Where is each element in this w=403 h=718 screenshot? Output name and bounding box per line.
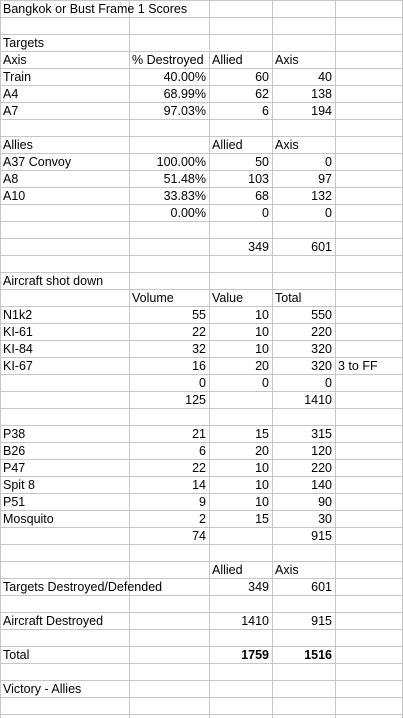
section-heading[interactable]: Targets <box>3 36 44 50</box>
column-header[interactable]: Axis <box>275 53 299 67</box>
value[interactable]: 20 <box>255 444 269 458</box>
axis-value[interactable]: 138 <box>311 87 332 101</box>
aircraft-name[interactable]: P38 <box>3 427 26 441</box>
value[interactable]: 10 <box>255 461 269 475</box>
percent-destroyed[interactable]: 33.83% <box>163 189 206 203</box>
total[interactable]: 140 <box>311 478 332 492</box>
percent-destroyed[interactable]: 51.48% <box>163 172 206 186</box>
axis-value[interactable]: 194 <box>311 104 332 118</box>
aircraft-name[interactable]: N1k2 <box>3 308 33 322</box>
volume[interactable]: 22 <box>192 325 206 339</box>
percent-destroyed[interactable]: 40.00% <box>163 70 206 84</box>
row-gridline <box>0 255 403 256</box>
total[interactable]: 315 <box>311 427 332 441</box>
allied-value[interactable]: 6 <box>262 104 269 118</box>
note[interactable]: 3 to FF <box>338 359 378 373</box>
target-name[interactable]: Train <box>3 70 32 84</box>
volume[interactable]: 14 <box>192 478 206 492</box>
axis-total[interactable]: 1516 <box>304 648 332 662</box>
volume[interactable]: 55 <box>192 308 206 322</box>
target-name[interactable]: A37 Convoy <box>3 155 72 169</box>
axis-value[interactable]: 601 <box>311 580 332 594</box>
column-header[interactable]: Allies <box>3 138 33 152</box>
axis-value[interactable]: 0 <box>325 155 332 169</box>
value[interactable]: 10 <box>255 478 269 492</box>
volume[interactable]: 0 <box>199 376 206 390</box>
column-header[interactable]: Allied <box>212 138 243 152</box>
column-header[interactable]: Allied <box>212 563 243 577</box>
allied-value[interactable]: 103 <box>248 172 269 186</box>
total[interactable]: 320 <box>311 359 332 373</box>
total[interactable]: 320 <box>311 342 332 356</box>
target-name[interactable]: A4 <box>3 87 19 101</box>
percent-destroyed[interactable]: 100.00% <box>156 155 206 169</box>
total[interactable]: 30 <box>318 512 332 526</box>
volume[interactable]: 2 <box>199 512 206 526</box>
row-gridline <box>0 561 403 562</box>
aircraft-name[interactable]: B26 <box>3 444 26 458</box>
aircraft-name[interactable]: Spit 8 <box>3 478 35 492</box>
volume[interactable]: 6 <box>199 444 206 458</box>
value[interactable]: 15 <box>255 427 269 441</box>
total[interactable]: 550 <box>311 308 332 322</box>
value[interactable]: 10 <box>255 495 269 509</box>
grand-total[interactable]: 915 <box>311 529 332 543</box>
allied-total[interactable]: 1759 <box>241 648 269 662</box>
aircraft-name[interactable]: Mosquito <box>3 512 54 526</box>
allied-value[interactable]: 50 <box>255 155 269 169</box>
summary-label[interactable]: Total <box>3 648 30 662</box>
value[interactable]: 0 <box>262 376 269 390</box>
axis-value[interactable]: 97 <box>318 172 332 186</box>
target-name[interactable]: A8 <box>3 172 19 186</box>
total[interactable]: 90 <box>318 495 332 509</box>
target-name[interactable]: A10 <box>3 189 26 203</box>
value[interactable]: 10 <box>255 325 269 339</box>
percent-destroyed[interactable]: 97.03% <box>163 104 206 118</box>
total[interactable]: 220 <box>311 325 332 339</box>
volume-total[interactable]: 125 <box>185 393 206 407</box>
axis-total[interactable]: 601 <box>311 240 332 254</box>
allied-value[interactable]: 0 <box>262 206 269 220</box>
percent-destroyed[interactable]: 68.99% <box>163 87 206 101</box>
allied-value[interactable]: 68 <box>255 189 269 203</box>
section-heading[interactable]: Aircraft shot down <box>3 274 104 288</box>
aircraft-name[interactable]: P47 <box>3 461 26 475</box>
sheet-title[interactable]: Bangkok or Bust Frame 1 Scores <box>3 2 188 16</box>
volume[interactable]: 22 <box>192 461 206 475</box>
allied-total[interactable]: 349 <box>248 240 269 254</box>
grand-total[interactable]: 1410 <box>304 393 332 407</box>
axis-value[interactable]: 0 <box>325 206 332 220</box>
percent-destroyed[interactable]: 0.00% <box>170 206 206 220</box>
axis-value[interactable]: 40 <box>318 70 332 84</box>
column-header[interactable]: Axis <box>3 53 27 67</box>
volume[interactable]: 21 <box>192 427 206 441</box>
aircraft-name[interactable]: KI-61 <box>3 325 33 339</box>
aircraft-name[interactable]: P51 <box>3 495 26 509</box>
allied-value[interactable]: 62 <box>255 87 269 101</box>
allied-value[interactable]: 1410 <box>241 614 269 628</box>
axis-value[interactable]: 915 <box>311 614 332 628</box>
victory-label[interactable]: Victory - Allies <box>3 682 82 696</box>
value[interactable]: 10 <box>255 308 269 322</box>
volume[interactable]: 16 <box>192 359 206 373</box>
row-gridline <box>0 714 403 715</box>
column-header[interactable]: Total <box>275 291 302 305</box>
target-name[interactable]: A7 <box>3 104 19 118</box>
column-header[interactable]: Allied <box>212 53 243 67</box>
column-header[interactable]: Axis <box>275 563 299 577</box>
column-header[interactable]: Volume <box>132 291 174 305</box>
summary-label[interactable]: Targets Destroyed/Defended <box>3 580 163 594</box>
value[interactable]: 10 <box>255 342 269 356</box>
allied-value[interactable]: 349 <box>248 580 269 594</box>
axis-value[interactable]: 132 <box>311 189 332 203</box>
value[interactable]: 15 <box>255 512 269 526</box>
total[interactable]: 220 <box>311 461 332 475</box>
target-name[interactable] <box>0 205 129 222</box>
volume[interactable]: 32 <box>192 342 206 356</box>
aircraft-name[interactable] <box>0 375 129 392</box>
total[interactable]: 0 <box>325 376 332 390</box>
column-header[interactable]: Axis <box>275 138 299 152</box>
row-gridline <box>0 238 403 239</box>
aircraft-name[interactable]: KI-67 <box>3 359 33 373</box>
total[interactable]: 120 <box>311 444 332 458</box>
summary-label[interactable]: Aircraft Destroyed <box>3 614 104 628</box>
volume[interactable]: 9 <box>199 495 206 509</box>
value[interactable]: 20 <box>255 359 269 373</box>
volume-total[interactable]: 74 <box>192 529 206 543</box>
aircraft-name[interactable]: KI-84 <box>3 342 33 356</box>
column-header[interactable]: Value <box>212 291 244 305</box>
column-header[interactable]: % Destroyed <box>132 53 204 67</box>
allied-value[interactable]: 60 <box>255 70 269 84</box>
